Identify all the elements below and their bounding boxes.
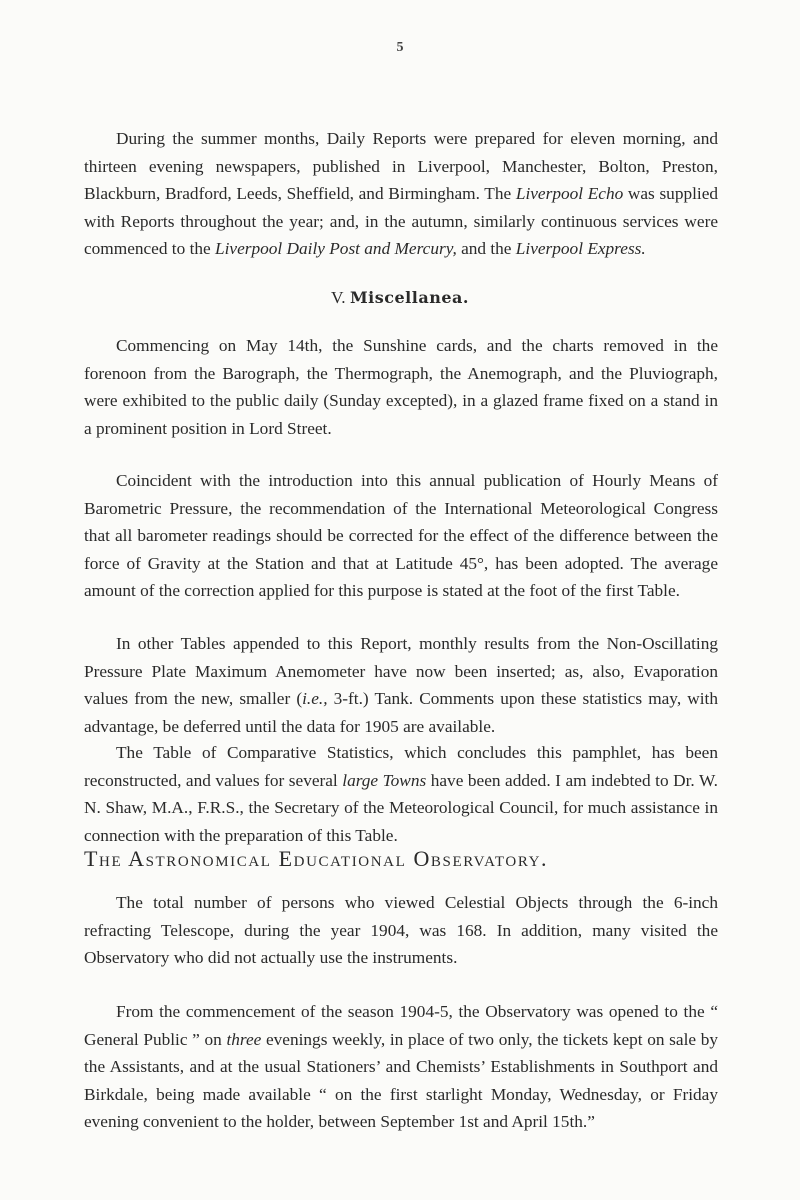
page-number: 5 — [396, 40, 404, 55]
text-run: was supplied with Reports throughout the year; and, in the autumn, similarly continuous services were commenced to the — [84, 184, 719, 258]
text-run: evenings weekly, in place of two only, the tickets kept on sale by the Assistants, and at the usual Stationers’ and Chemists’ Establishments in Southport and Birkdale, being made available “ on the first starlight Monday, Wednesday, or Friday evening convenient to the holder, between September 1st and April 15th.” — [84, 1029, 718, 1131]
text-run: 3-ft.) Tank. Comments upon these statistics may, with advantage, be deferred until the data for 1905 are available. — [84, 689, 718, 736]
text-run: In other Tables appended to this Report, monthly results from the Non-Oscillating Pressure Plate Maximum Anemometer have now been inserted; as, also, Evaporation values from the new, smaller ( — [84, 634, 718, 708]
section-heading-miscellanea — [0, 288, 800, 308]
section-numeral: V. — [331, 288, 346, 307]
text-run: and the — [456, 239, 516, 258]
italic-run: Liverpool Express. — [515, 239, 646, 258]
paragraph-barometric-pressure: Coincident with the introduction into this annual publication of Hourly Means of Barometric Pressure, the recommendation of the International Meteorological Congress that all barometer readings should be corrected for the effect of the difference between the force of Gravity at the Station and that at Latitude 45°, has been adopted. The average amount of the correction applied for this purpose is stated at the foot of the first Table. — [84, 471, 718, 600]
paragraph-telescope-visitors: The total number of persons who viewed Celestial Objects through the 6-inch refracting Telescope, during the year 1904, was 168. In addition, many visited the Observatory who did not actually use the instruments. — [84, 893, 718, 967]
text-run: have been added. I am indebted to Dr. W. N. Shaw, M.A., F.R.S., the Secretary of the Meteorological Council, for much assistance in connection with the preparation of this Table. — [84, 770, 718, 845]
text-run: The Table of Comparative Statistics, which concludes this pamphlet, has been reconstructed, and values for several — [84, 743, 718, 790]
section-title: Miscellanea. — [349, 288, 469, 307]
paragraph-daily-reports — [84, 125, 718, 263]
italic-run: Liverpool Daily Post and Mercury, — [215, 239, 457, 258]
italic-run: i.e., — [302, 689, 328, 708]
paragraph-sunshine-cards: Commencing on May 14th, the Sunshine cards, and the charts removed in the forenoon from the Barograph, the Thermograph, the Anemograph, and the Pluviograph, were exhibited to the public daily (Sunday excepted), in a glazed frame fixed on a stand in a prominent position in Lord Street. — [84, 336, 718, 438]
italic-run: Liverpool Echo — [515, 184, 624, 203]
observatory-heading: The Astronomical Educational Observatory. — [84, 846, 549, 871]
italic-run: three — [226, 1029, 262, 1049]
italic-run: large Towns — [342, 770, 427, 790]
text-run: During the summer months, Daily Reports were prepared for eleven morning, and thirteen evening newspapers, published in Liverpool, Manchester, Bolton, Preston, Blackburn, Bradford, Leeds, Sheffield, and Birmingham. The — [84, 129, 718, 203]
paragraph-observatory-season — [84, 998, 718, 1136]
paragraph-comparative-statistics — [84, 739, 718, 849]
paragraph-other-tables — [84, 630, 718, 740]
text-run: From the commencement of the season 1904-5, the Observatory was opened to the “ General Public ” on — [84, 1002, 718, 1049]
